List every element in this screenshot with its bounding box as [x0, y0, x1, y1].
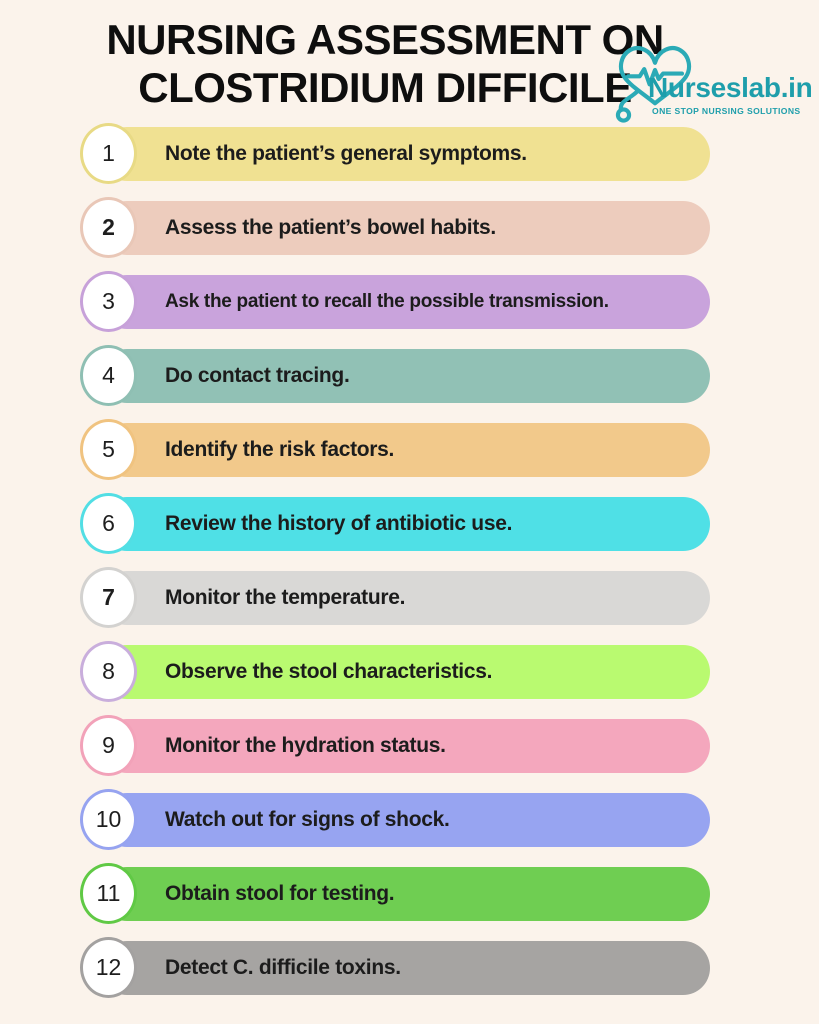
step-number-circle — [80, 937, 137, 998]
step-label: Review the history of antibiotic use. — [165, 512, 513, 535]
step-label: Ask the patient to recall the possible transmission. — [165, 291, 609, 312]
list-item — [100, 423, 710, 477]
list-item — [100, 349, 710, 403]
step-number-circle — [80, 715, 137, 776]
list-item — [100, 201, 710, 255]
nurseslab-logo — [607, 34, 817, 126]
step-number: 12 — [95, 953, 122, 980]
step-number: 8 — [102, 657, 115, 684]
step-number-circle — [80, 789, 137, 850]
list-item — [100, 719, 710, 773]
assessment-steps-list — [0, 127, 819, 1015]
step-number: 3 — [102, 287, 115, 314]
list-item — [100, 127, 710, 181]
step-number: 6 — [102, 509, 115, 536]
step-number: 10 — [95, 805, 122, 832]
list-item — [100, 275, 710, 329]
step-number-circle — [80, 493, 137, 554]
step-number-circle — [80, 863, 137, 924]
step-number: 4 — [102, 361, 115, 388]
step-label: Detect C. difficile toxins. — [165, 956, 401, 979]
step-number: 7 — [102, 583, 115, 610]
step-number-circle — [80, 345, 137, 406]
list-item — [96, 867, 710, 921]
step-label: Monitor the temperature. — [165, 586, 406, 609]
step-label: Obtain stool for testing. — [165, 882, 395, 905]
step-number: 5 — [102, 435, 115, 462]
step-label: Note the patient’s general symptoms. — [165, 142, 527, 165]
list-item — [95, 941, 710, 995]
list-item — [100, 497, 710, 551]
step-number: 2 — [102, 213, 115, 240]
logo-tagline-text: ONE STOP NURSING SOLUTIONS — [652, 106, 801, 116]
step-label: Assess the patient’s bowel habits. — [165, 216, 496, 239]
list-item — [95, 793, 710, 847]
step-number-circle — [80, 567, 137, 628]
step-number-circle — [80, 271, 137, 332]
list-item — [100, 645, 710, 699]
step-number: 9 — [102, 731, 115, 758]
page-title-line1: NURSING ASSESSMENT ON — [106, 16, 664, 63]
step-label: Watch out for signs of shock. — [165, 808, 450, 831]
step-number: 1 — [102, 139, 115, 166]
step-label: Do contact tracing. — [165, 364, 350, 387]
step-number-circle — [80, 197, 137, 258]
step-number: 11 — [96, 879, 121, 906]
step-label: Monitor the hydration status. — [165, 734, 446, 757]
step-number-circle — [80, 641, 137, 702]
list-item — [100, 571, 710, 625]
step-label: Observe the stool characteristics. — [165, 660, 493, 683]
step-number-circle — [80, 419, 137, 480]
page-title-line2: CLOSTRIDIUM DIFFICILE — [138, 64, 632, 111]
step-number-circle — [80, 123, 137, 184]
step-label: Identify the risk factors. — [165, 438, 395, 461]
logo-brand-text: Nurseslab.in — [648, 72, 813, 103]
